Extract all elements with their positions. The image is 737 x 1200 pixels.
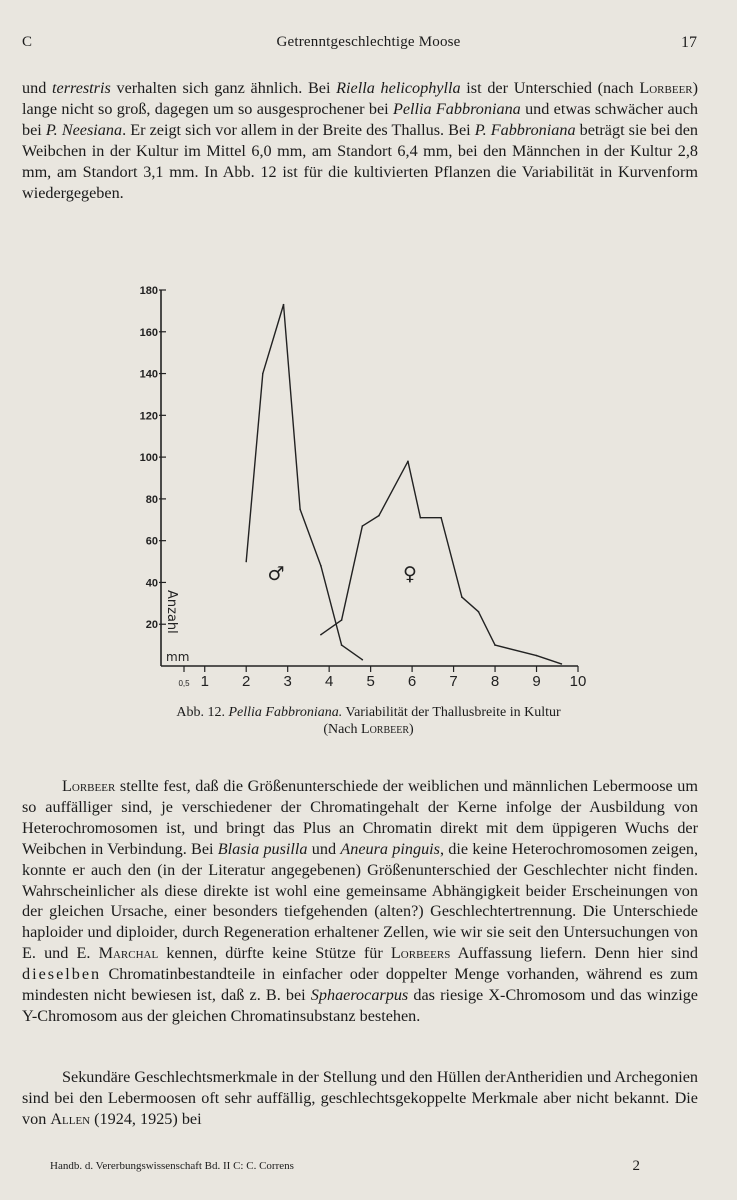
data-point: [320, 634, 322, 636]
text-run: Lorbeer: [639, 79, 693, 97]
data-point: [407, 460, 409, 462]
y-tick-label: 80: [145, 493, 158, 506]
text-run: und: [307, 839, 341, 858]
text-run: stellte fest, daß die Größenunterschiede der weiblichen und männlichen Lebermoose um so auffälliger sind, je verschiedener der Chromatingehalt der Kerne infolge der Ausbildung von Heterochromosomen ist, und bringt das Plus an Chromatin direkt mit dem üppigeren Wuchs der Weibchen in Verbindung. Bei: [22, 777, 698, 858]
text-run: Lorbeers: [390, 944, 451, 963]
data-point: [478, 611, 480, 613]
x-tick-label: 7: [449, 673, 458, 690]
data-point: [561, 663, 563, 665]
text-run: Lorbeer: [62, 777, 116, 795]
text-run: und etwas schwächer auch bei: [22, 99, 698, 139]
text-run: ) lange nicht so groß, dagegen um so ausgesprochener bei: [22, 79, 699, 118]
x-tick-label: 3: [283, 673, 292, 690]
page-number: 17: [681, 34, 697, 51]
paragraph-lorbeer: [22, 776, 698, 1027]
text-run: verhalten sich ganz ähnlich. Bei: [110, 79, 337, 97]
thallus-width-chart: [0, 270, 737, 700]
text-run: Pellia Fabbroniana: [392, 99, 521, 118]
text-run: ist der Unterschied (nach: [460, 79, 640, 97]
data-point: [420, 517, 422, 519]
caption-label: Abb. 12.: [176, 705, 225, 720]
text-run: Chromatinbestandteile in einfacher oder doppelter Menge vorhanden, während es zum mindesten nicht bewiesen ist, daß z. B. bei: [22, 965, 698, 1005]
y-tick-label: 160: [139, 326, 158, 339]
data-point: [245, 561, 247, 563]
data-point: [536, 655, 538, 657]
text-run: das riesige X-Chromosom und das winzige Y-Chromosom aus der gleichen Chromatinsubstanz bestehen.: [22, 986, 698, 1025]
data-point: [283, 304, 285, 306]
y-tick-label: 40: [145, 577, 158, 590]
text-run: beträgt sie bei den Weibchen in der Kultur im Mittel 6,0 mm, am Standort 6,4 mm, bei den Männchen in der Kultur 2,8 mm, am Standort 3,1 mm. In Abb. 12 ist für die kultivierten Pflanzen die Variabilität in Kurvenform wiedergegeben.: [22, 120, 698, 202]
text-run: (1924, 1925) bei: [90, 1109, 202, 1128]
paragraph-secondary-traits: [22, 1067, 698, 1130]
data-point: [440, 517, 442, 519]
y-axis-label: Anzahl: [164, 590, 179, 634]
paragraph-text: [22, 78, 698, 203]
x-tick-label: 2: [242, 673, 251, 690]
text-run: kennen, dürfte keine Stütze für: [158, 944, 391, 963]
y-tick-label: 100: [139, 452, 158, 465]
text-run: Marchal: [98, 944, 159, 963]
y-tick-label: 60: [145, 535, 158, 548]
series-line: [321, 461, 562, 664]
x-axis-label: mm: [166, 650, 190, 664]
text-run: terrestris: [52, 79, 111, 97]
text-run: Riella helicophylla: [336, 79, 461, 97]
text-run: P. Fabbroniana: [474, 120, 576, 139]
x-tick-label: 1: [200, 673, 209, 690]
caption-source-pre: (Nach: [323, 722, 362, 737]
signature-mark: 2: [632, 1158, 640, 1174]
caption-text: Variabilität der Thallusbreite in Kultur: [345, 705, 561, 720]
text-run: Sphaerocarpus: [310, 986, 409, 1005]
y-tick-label: 20: [145, 619, 158, 632]
x-tick-label: 5: [366, 673, 375, 690]
running-title: Getrenntgeschlechtige Moose: [276, 34, 461, 50]
data-point: [362, 659, 364, 661]
x-tick-label: 0,5: [178, 679, 190, 688]
x-tick-label: 4: [324, 673, 334, 690]
figure-caption: [0, 704, 737, 738]
text-run: Blasia pusilla: [217, 839, 308, 858]
data-point: [320, 565, 322, 567]
text-run: Auffassung liefern. Denn hier sind: [450, 944, 698, 963]
paragraph-intro: [22, 78, 698, 203]
header-section-letter: C: [22, 34, 33, 50]
x-tick-label: 9: [532, 673, 541, 690]
text-run: Allen: [50, 1109, 91, 1128]
y-tick-label: 140: [139, 368, 158, 381]
caption-species: Pellia Fabbroniana.: [228, 705, 343, 720]
text-run: Sekundäre Geschlechtsmerkmale in der Stellung und den Hüllen derAntheridien und Archegonien sind bei den Lebermoosen oft sehr auffällig, geschlechtsgekoppelte Merkmale aber nicht bekannt. Die von: [22, 1068, 698, 1128]
x-tick-label: 10: [569, 673, 587, 690]
text-run: dieselben: [22, 965, 102, 984]
series-label: ♀: [403, 563, 417, 585]
footer-reference: Handb. d. Vererbungswissenschaft Bd. II C: C. Correns: [50, 1160, 294, 1172]
data-point: [461, 596, 463, 598]
data-point: [262, 373, 264, 375]
text-run: . Er zeigt sich vor allem in der Breite des Thallus. Bei: [122, 120, 475, 139]
data-point: [494, 644, 496, 646]
caption-source-name: Lorbeer: [361, 722, 410, 737]
paragraph-text: [22, 1067, 698, 1130]
text-run: und: [22, 79, 53, 97]
y-tick-label: 180: [139, 285, 158, 297]
data-point: [299, 509, 301, 511]
x-tick-label: 8: [490, 673, 500, 690]
text-run: Aneura pinguis: [340, 839, 440, 858]
paragraph-text: [22, 776, 698, 1027]
data-point: [378, 515, 380, 517]
text-run: P. Neesiana: [45, 120, 123, 139]
data-point: [362, 525, 364, 527]
page-footer: [50, 1160, 640, 1172]
caption-source-post: ): [409, 722, 414, 737]
data-point: [341, 619, 343, 621]
x-tick-label: 6: [407, 673, 417, 690]
series-label: ♂: [267, 563, 285, 585]
text-run: , die keine Heterochromosomen zeigen, konnte er auch den (in der Literatur angegebenen) Größenunterschied der Geschlechter nicht finden. Wahrscheinlicher als diese direkte ist wohl eine gemeinsame Abhängigkeit beider Erscheinungen von der gleichen Ursache, einer besonders tiefgehenden (alten?) Geschlechtertrennung. Die Unterschiede haploider und diploider, durch Regeneration erhaltener Zellen, wie wir sie seit den Untersuchungen von E. und E.: [22, 839, 699, 963]
y-tick-label: 120: [139, 410, 158, 423]
data-point: [341, 644, 343, 646]
